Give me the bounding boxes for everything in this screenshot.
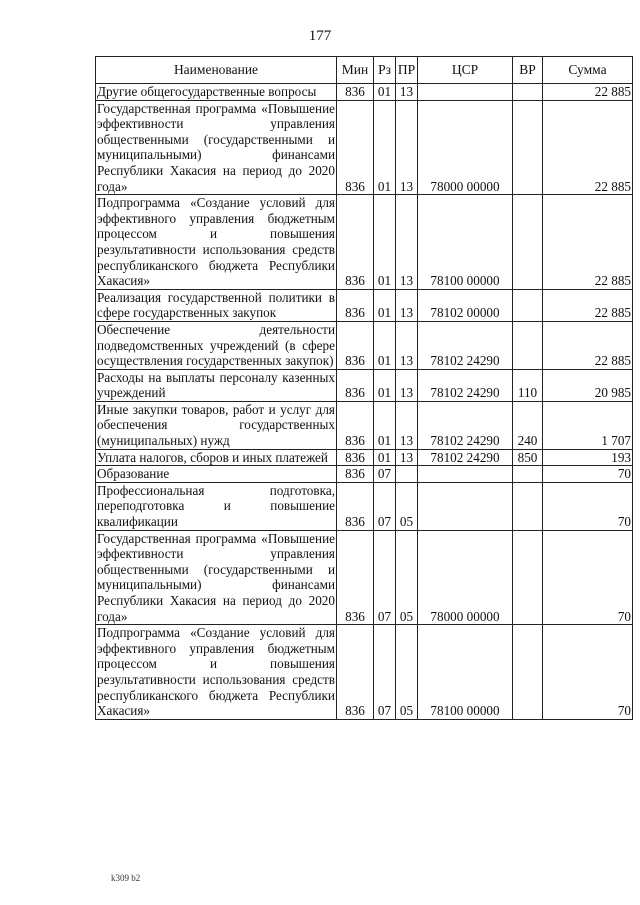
table-row <box>96 625 633 720</box>
row-sum: 22 885 <box>543 321 633 369</box>
footer-code: k309 b2 <box>111 873 141 883</box>
row-vr <box>513 321 543 369</box>
row-rz: 07 <box>374 530 396 625</box>
row-rz: 01 <box>374 100 396 195</box>
row-min: 836 <box>337 625 374 720</box>
row-csr: 78000 00000 <box>418 530 513 625</box>
row-rz: 01 <box>374 401 396 449</box>
row-rz: 01 <box>374 449 396 466</box>
row-sum: 22 885 <box>543 195 633 290</box>
row-sum: 193 <box>543 449 633 466</box>
row-name: Уплата налогов, сборов и иных платежей <box>96 449 337 466</box>
row-pr: 13 <box>396 84 418 101</box>
table-row <box>96 100 633 195</box>
table-row <box>96 321 633 369</box>
row-vr <box>513 625 543 720</box>
row-min: 836 <box>337 100 374 195</box>
row-name: Профессиональная подготовка, переподготовка и повышение квалификации <box>97 482 335 530</box>
column-header-rz: Рз <box>374 57 396 84</box>
row-rz: 01 <box>374 289 396 321</box>
row-rz: 07 <box>374 482 396 530</box>
row-rz: 01 <box>374 321 396 369</box>
row-csr <box>418 482 513 530</box>
column-header-vr: ВР <box>513 57 543 84</box>
row-name: Государственная программа «Повышение эффективности управления общественными (государственными и муниципальными) финансами Республики Хакасия на период до 2020 года» <box>97 530 335 624</box>
row-min: 836 <box>337 369 374 401</box>
table-row <box>96 482 633 530</box>
row-pr: 05 <box>396 530 418 625</box>
row-vr <box>513 482 543 530</box>
row-vr <box>513 530 543 625</box>
table-row <box>96 466 633 483</box>
row-name: Подпрограмма «Создание условий для эффективного управления бюджетным процессом и повышения результативности использования средств республиканского бюджета Республики Хакасия» <box>97 625 335 719</box>
row-name: Государственная программа «Повышение эффективности управления общественными (государственными и муниципальными) финансами Республики Хакасия на период до 2020 года» <box>97 100 335 194</box>
row-min: 836 <box>337 482 374 530</box>
row-min: 836 <box>337 321 374 369</box>
row-vr <box>513 466 543 483</box>
row-vr <box>513 100 543 195</box>
row-pr: 13 <box>396 289 418 321</box>
row-pr: 13 <box>396 100 418 195</box>
row-name: Образование <box>96 466 337 483</box>
row-sum: 22 885 <box>543 289 633 321</box>
table-header-row <box>96 57 633 84</box>
row-sum: 70 <box>543 530 633 625</box>
table-row <box>96 401 633 449</box>
row-sum: 70 <box>543 625 633 720</box>
row-csr: 78102 24290 <box>418 449 513 466</box>
row-csr: 78102 24290 <box>418 369 513 401</box>
row-pr <box>396 466 418 483</box>
row-min: 836 <box>337 530 374 625</box>
column-header-min: Мин <box>337 57 374 84</box>
row-min: 836 <box>337 449 374 466</box>
table-row <box>96 530 633 625</box>
row-vr <box>513 289 543 321</box>
row-sum: 1 707 <box>543 401 633 449</box>
row-csr: 78100 00000 <box>418 625 513 720</box>
row-sum: 22 885 <box>543 100 633 195</box>
row-vr <box>513 195 543 290</box>
table-row <box>96 195 633 290</box>
row-pr: 13 <box>396 369 418 401</box>
row-min: 836 <box>337 401 374 449</box>
column-header-sum: Сумма <box>543 57 633 84</box>
row-min: 836 <box>337 466 374 483</box>
row-min: 836 <box>337 289 374 321</box>
row-rz: 01 <box>374 195 396 290</box>
page-number: 177 <box>308 28 332 44</box>
row-sum: 70 <box>543 466 633 483</box>
table-row <box>96 84 633 101</box>
row-csr: 78100 00000 <box>418 195 513 290</box>
row-pr: 13 <box>396 321 418 369</box>
row-name: Иные закупки товаров, работ и услуг для обеспечения государственных (муниципальных) нужд <box>97 401 335 449</box>
row-rz: 07 <box>374 466 396 483</box>
row-pr: 13 <box>396 449 418 466</box>
row-pr: 05 <box>396 482 418 530</box>
column-header-csr: ЦСР <box>418 57 513 84</box>
row-vr: 850 <box>513 449 543 466</box>
column-header-pr: ПР <box>396 57 418 84</box>
row-rz: 01 <box>374 84 396 101</box>
row-vr: 110 <box>513 369 543 401</box>
row-vr: 240 <box>513 401 543 449</box>
row-sum: 70 <box>543 482 633 530</box>
row-vr <box>513 84 543 101</box>
row-rz: 01 <box>374 369 396 401</box>
row-csr: 78000 00000 <box>418 100 513 195</box>
row-pr: 13 <box>396 195 418 290</box>
row-rz: 07 <box>374 625 396 720</box>
row-csr: 78102 24290 <box>418 401 513 449</box>
row-csr <box>418 466 513 483</box>
table-row <box>96 369 633 401</box>
budget-table <box>95 56 633 720</box>
table-row <box>96 449 633 466</box>
row-csr <box>418 84 513 101</box>
row-name: Другие общегосударственные вопросы <box>96 84 337 101</box>
row-min: 836 <box>337 84 374 101</box>
row-name: Обеспечение деятельности подведомственных учреждений (в сфере осуществления государственных закупок) <box>97 321 335 369</box>
row-name: Подпрограмма «Создание условий для эффективного управления бюджетным процессом и повышения результативности использования средств республиканского бюджета Республики Хакасия» <box>97 195 335 289</box>
row-min: 836 <box>337 195 374 290</box>
row-pr: 13 <box>396 401 418 449</box>
row-csr: 78102 00000 <box>418 289 513 321</box>
row-name: Расходы на выплаты персоналу казенных учреждений <box>97 369 335 401</box>
row-csr: 78102 24290 <box>418 321 513 369</box>
column-header-name: Наименование <box>96 57 337 84</box>
row-sum: 22 885 <box>543 84 633 101</box>
row-name: Реализация государственной политики в сфере государственных закупок <box>97 289 335 321</box>
row-pr: 05 <box>396 625 418 720</box>
table-row <box>96 289 633 321</box>
row-sum: 20 985 <box>543 369 633 401</box>
